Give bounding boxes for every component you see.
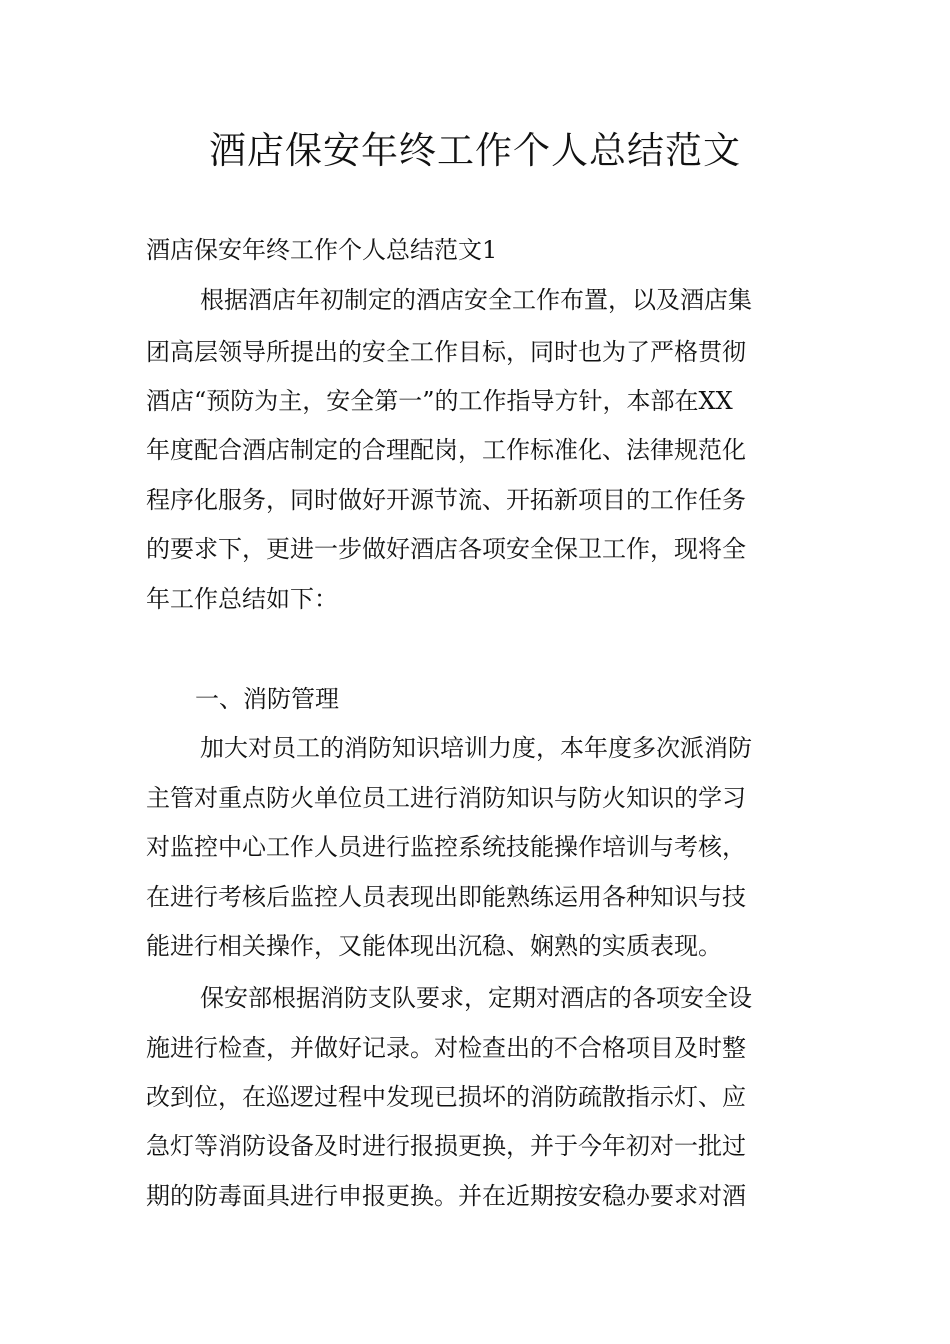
paragraph-line: 团高层领导所提出的安全工作目标，同时也为了严格贯彻 (146, 338, 746, 366)
document-subtitle: 酒店保安年终工作个人总结范文1 (146, 236, 498, 264)
paragraph-line: 年工作总结如下： (146, 585, 338, 613)
section-heading: 一、消防管理 (195, 685, 339, 713)
paragraph-line: 在进行考核后监控人员表现出即能熟练运用各种知识与技 (146, 883, 746, 911)
paragraph-line: 改到位，在巡逻过程中发现已损坏的消防疏散指示灯、应 (146, 1083, 746, 1111)
paragraph-line: 期的防毒面具进行申报更换。并在近期按安稳办要求对酒 (146, 1182, 746, 1210)
paragraph-line: 年度配合酒店制定的合理配岗，工作标准化、法律规范化 (146, 436, 746, 464)
paragraph-line: 根据酒店年初制定的酒店安全工作布置，以及酒店集 (200, 286, 752, 314)
paragraph-line: 程序化服务，同时做好开源节流、开拓新项目的工作任务 (146, 486, 746, 514)
paragraph-line: 的要求下，更进一步做好酒店各项安全保卫工作，现将全 (146, 535, 746, 563)
paragraph-line: 施进行检查，并做好记录。对检查出的不合格项目及时整 (146, 1034, 746, 1062)
paragraph-line: 保安部根据消防支队要求，定期对酒店的各项安全设 (200, 984, 752, 1012)
paragraph-line: 对监控中心工作人员进行监控系统技能操作培训与考核， (146, 833, 746, 861)
document-title: 酒店保安年终工作个人总结范文 (209, 129, 741, 172)
paragraph-line: 酒店“预防为主，安全第一”的工作指导方针，本部在XX (146, 387, 733, 415)
paragraph-line: 急灯等消防设备及时进行报损更换，并于今年初对一批过 (146, 1132, 746, 1160)
paragraph-line: 加大对员工的消防知识培训力度，本年度多次派消防 (200, 734, 752, 762)
paragraph-line: 能进行相关操作，又能体现出沉稳、娴熟的实质表现。 (146, 932, 722, 960)
paragraph-line: 主管对重点防火单位员工进行消防知识与防火知识的学习 (146, 784, 746, 812)
